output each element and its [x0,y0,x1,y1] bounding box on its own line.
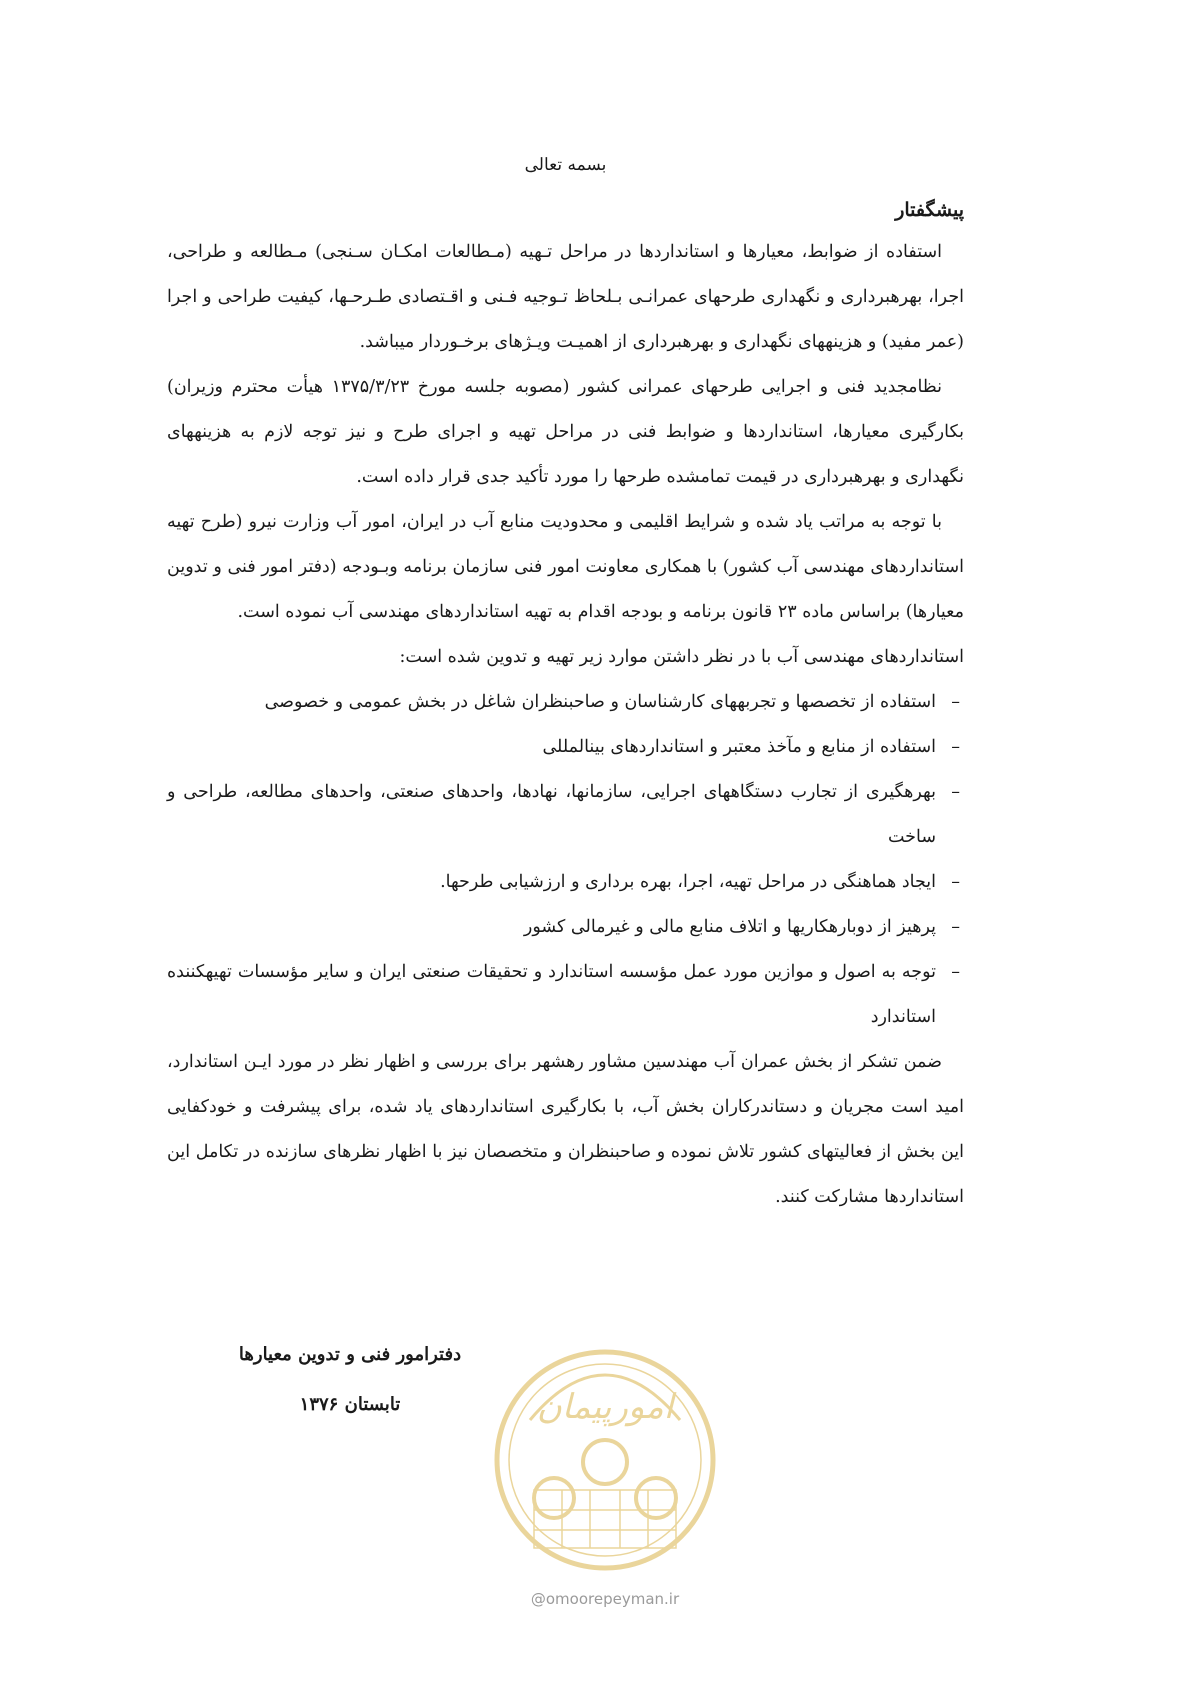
list-intro: استانداردهای مهندسی آب با در نظر داشتن موارد زیر تهیه و تدوین شده است: [399,647,964,667]
closing-paragraph: ضمن تشکر از بخش عمران آب مهندسین مشاور رهشهر برای بررسی و اظهار نظر در مورد ایـن استاندارد، امید است مجریان و دستاندرکاران بخش آب، با بکارگیری استانداردهای یاد شده، برای پیشرفت و خودکفایی این بخش از فعالیتهای کشور تلاش نموده و صاحبنظران و متخصصان نیز با اظهار نظرهای سازنده در تکامل این استانداردها مشارکت کنند. [167,1052,964,1207]
list-item [167,905,964,950]
paragraph-1: استفاده از ضوابط، معیارها و استانداردها در مراحل تـهیه (مـطالعات امکـان سـنجی) مـطالعه و طراحی، اجرا، بهرهبرداری و نگهداری طرحهای عمرانـی بـلحاظ تـوجیه فـنی و اقـتصادی طـرحـها، کیفیت طراحی و اجرا (عمر مفید) و هزینههای نگهداری و بهرهبرداری از اهمیـت ویـژهای برخـوردار میباشد. [167,242,964,352]
dash-marker: – [951,962,960,982]
basmala-heading: بسمه تعالی [524,155,607,175]
dash-marker: – [951,692,960,712]
list-item-text: استفاده از منابع و مآخذ معتبر و استانداردهای بینالمللی [542,737,936,757]
watermark-logo-icon [490,1340,720,1580]
dash-marker: – [951,872,960,892]
list-item [167,725,964,770]
list-item-text: ایجاد هماهنگی در مراحل تهیه، اجرا، بهره برداری و ارزشیابی طرحها. [440,872,936,892]
list-item [167,680,964,725]
document-body [167,150,964,1220]
dash-marker: – [951,737,960,757]
bullet-list [167,680,964,1040]
list-item-text: توجه به اصول و موازین مورد عمل مؤسسه استاندارد و تحقیقات صنعتی ایران و سایر مؤسسات تهیهکننده استاندارد [167,962,936,1027]
list-item-text: بهرهگیری از تجارب دستگاههای اجرایی، سازمانها، نهادها، واحدهای صنعتی، واحدهای مطالعه، طراحی و ساخت [167,782,936,847]
list-item [167,950,964,1040]
list-item-text: استفاده از تخصصها و تجربههای کارشناسان و صاحبنظران شاغل در بخش عمومی و خصوصی [264,692,936,712]
paragraph-2: نظامجدید فنی و اجرایی طرحهای عمرانی کشور (مصوبه جلسه مورخ ۱۳۷۵/۳/۲۳ هیأت محترم وزیران) بکارگیری معیارها، استانداردها و ضوابط فنی در مراحل تهیه و اجرای طرح و نیز توجه لازم به هزینههای نگهداری و بهرهبرداری در قیمت تمامشده طرحها را مورد تأکید جدی قرار داده است. [167,377,964,487]
list-item-text: پرهیز از دوبارهکاریها و اتلاف منابع مالی و غیرمالی کشور [523,917,936,937]
list-item [167,860,964,905]
paragraph-3: با توجه به مراتب یاد شده و شرایط اقلیمی و محدودیت منابع آب در ایران، امور آب وزارت نیرو (طرح تهیه استانداردهای مهندسی آب کشور) با همکاری معاونت امور فنی سازمان برنامه وبـودجه (دفتر امور فنی و تدوین معیارها) براساس ماده ۲۳ قانون برنامه و بودجه اقدام به تهیه استانداردهای مهندسی آب نموده است. [167,512,964,622]
signature-block [200,1330,500,1430]
watermark-logo-text: امورپیمان [536,1387,674,1427]
signature-office: دفترامور فنی و تدوین معیارها [238,1344,462,1365]
page-title: پیشگفتار [895,199,964,221]
signature-date: تابستان ۱۳۷۶ [299,1394,401,1415]
list-item [167,770,964,860]
dash-marker: – [951,782,960,802]
watermark-site: @omoorepeyman.ir [530,1590,680,1608]
dash-marker: – [951,917,960,937]
